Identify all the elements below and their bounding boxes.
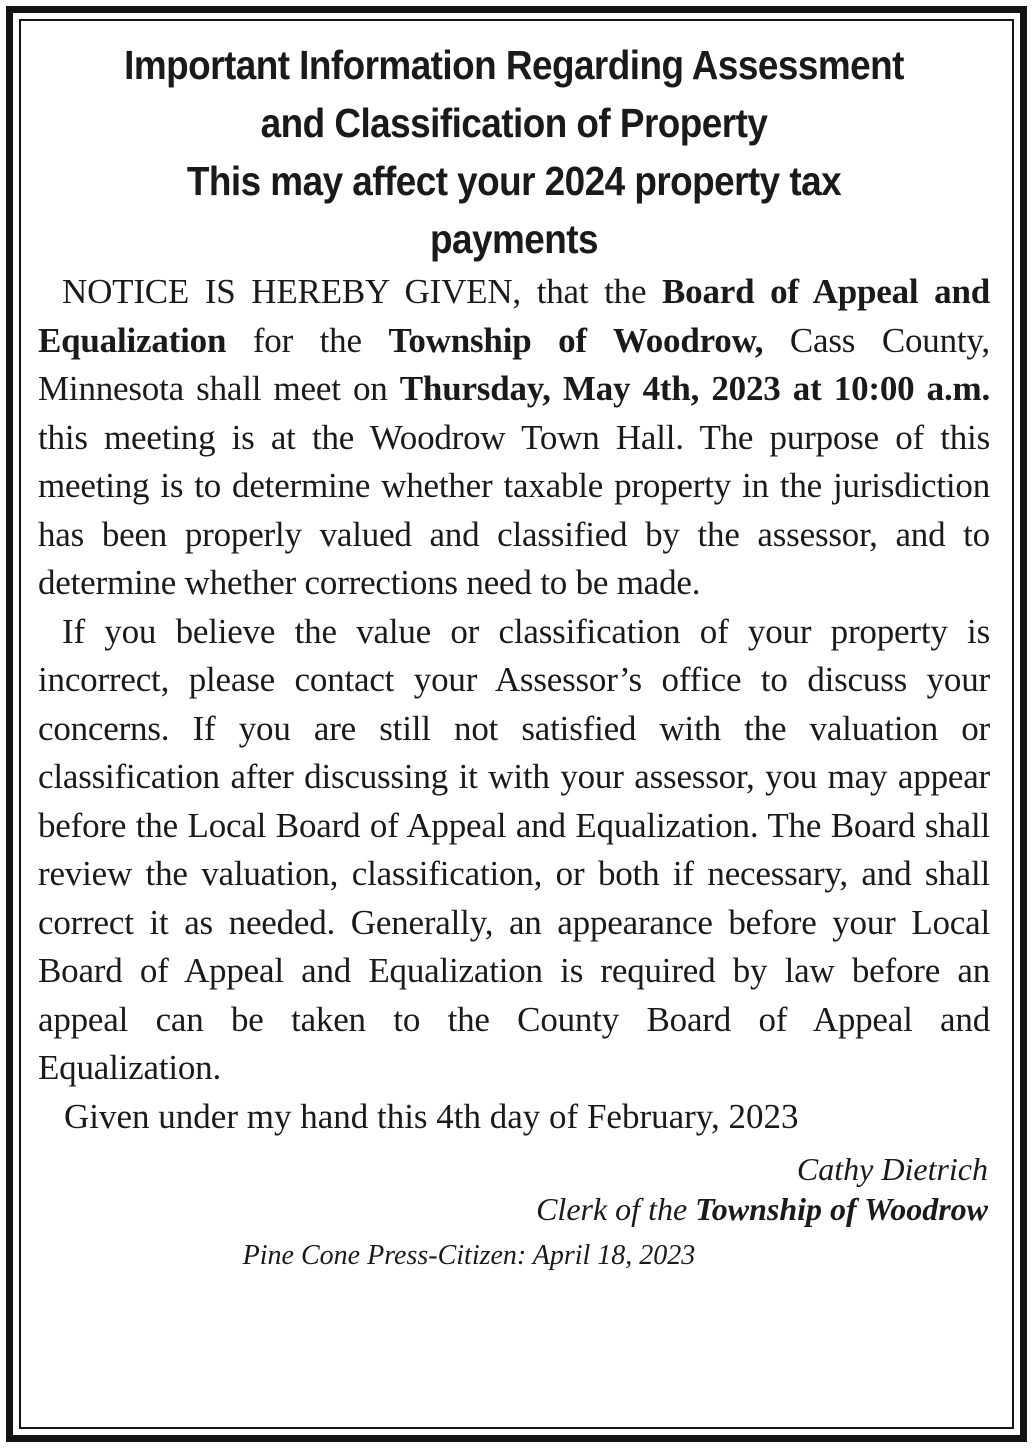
given-line: Given under my hand this 4th day of February, 2023: [64, 1096, 799, 1136]
county-text: Cass County, Minnesota shall meet on: [38, 320, 990, 408]
headline-line-2: and Classification of Property: [260, 100, 768, 146]
notice-body: [38, 268, 990, 1093]
headline-line-3: This may affect your 2024 property tax: [186, 158, 842, 204]
signer-title-township: Township of Woodrow: [695, 1190, 988, 1227]
meeting-purpose: this meeting is at the Woodrow Town Hall. The purpose of this meeting is to determine whether taxable property in the jurisdiction has been properly valued and classified by the assessor, and to determine whether corrections need to be made.: [38, 417, 990, 602]
meeting-date-time: Thursday, May 4th, 2023 at 10:00 a.m.: [399, 369, 990, 408]
notice-content: [38, 34, 990, 1273]
notice-intro: NOTICE IS HEREBY GIVEN, that the: [62, 272, 663, 311]
headline: [39, 34, 989, 268]
headline-line-4: payments: [430, 216, 598, 262]
publication-line: Pine Cone Press-Citizen: April 18, 2023: [242, 1239, 696, 1271]
board-name: Board of Appeal and Equalization: [38, 272, 990, 360]
for-the-text: for the: [226, 320, 389, 360]
signer-name: Cathy Dietrich: [796, 1150, 988, 1187]
township-name: Township of Woodrow,: [388, 320, 764, 360]
signature-block: [38, 1149, 990, 1229]
paragraph-notice: [38, 268, 990, 608]
signer-title: [38, 1189, 988, 1229]
paragraph-appeal: If you believe the value or classification of your property is incorrect, please contact your Assessor’s office to discuss your concerns. If you are still not satisfied with the valuation or classification after discussing it with your assessor, you may appear before the Local Board of Appeal and Equalization. The Board shall review the valuation, classification, or both if necessary, and shall correct it as needed. Generally, an appearance before your Local Board of Appeal and Equalization is required by law before an appeal can be taken to the County Board of Appeal and Equalization.: [38, 611, 990, 1087]
signer-title-prefix: Clerk of the: [536, 1190, 696, 1227]
headline-line-1: Important Information Regarding Assessment: [124, 42, 904, 88]
